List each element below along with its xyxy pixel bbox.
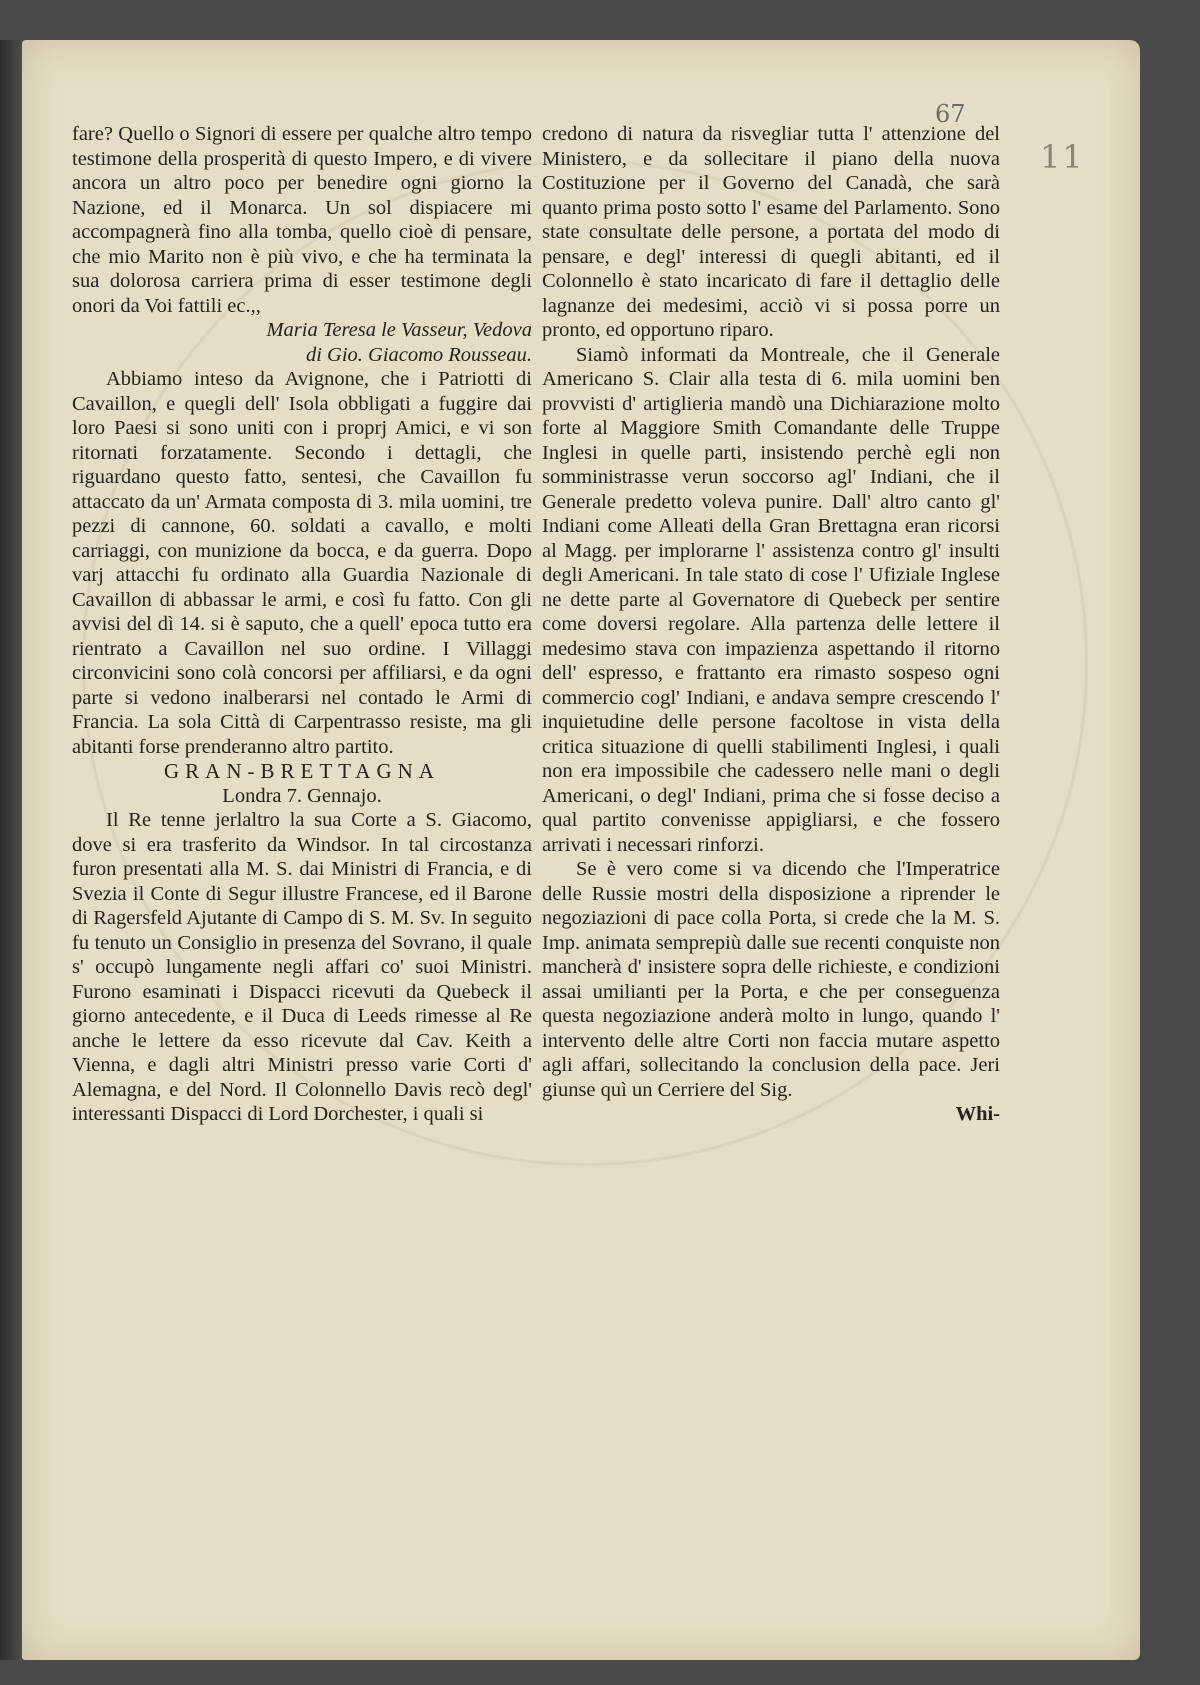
left-paragraph-2: Abbiamo inteso da Avignone, che i Patriotti di Cavaillon, e quegli dell' Isola obbligati a fuggire dai loro Paesi si sono uniti con i proprj Amici, e vi son ritornati forzatamente. Secondo i dettagli, che riguardano questo fatto, sentesi, che Cavaillon fu attaccato da un' Armata composta di 3. mila uomini, tre pezzi di cannone, 60. soldati a cavallo, e molti carriaggi, con munizione da bocca, e da guerra. Dopo varj attacchi fu ordinato alla Guardia Nazionale di Cavaillon di abbassar le armi, e così fu fatto. Con gli avvisi del dì 14. si è saputo, che a quell' epoca tutto era rientrato a Cavaillon nel suo ordine. I Villaggi circonvicini sono colà concorsi per affiliarsi, e da ogni parte si vedono inalberarsi nel contado le Armi di Francia. La sola Città di Carpentrasso resiste, ma gli abitanti forse prenderanno altro partito. bbox=[72, 368, 532, 758]
left-column bbox=[72, 122, 532, 1127]
left-paragraph-1: fare? Quello o Signori di essere per qualche altro tempo testimone della prosperità di questo Impero, e di vivere ancora un altro poco per benedire ogni giorno la Nazione, ed il Monarca. Un sol dispiacere mi accompagnerà fino alla tomba, quello cioè di pensare, che mio Marito non è più vivo, e che ha terminata la sua dolorosa carriera prima di esser testimone degli onori da Voi fattili ec.,, bbox=[72, 123, 532, 317]
left-paragraph-3: Il Re tenne jerlaltro la sua Corte a S. Giacomo, dove si era trasferito da Windsor. In tal circostanza furon presentati alla M. S. dai Ministri di Francia, e di Svezia il Conte di Segur illustre Francese, ed il Barone di Ragersfeld Ajutante di Campo di S. M. Sv. In seguito fu tenuto un Consiglio in presenza del Sovrano, il quale s' occupò lungamente negli affari co' suoi Ministri. Furono esaminati i Dispacci ricevuti da Quebeck il giorno antecedente, e il Duca di Leeds rimesse al Re anche le lettere da esso ricevute dal Cav. Keith a Vienna, e dagli altri Ministri presso varie Corti d' Alemagna, e del Nord. Il Colonnello Davis recò degl' interessanti Dispacci di Lord Dorchester, i quali si bbox=[72, 809, 532, 1125]
catchword: Whi- bbox=[955, 1103, 1000, 1125]
signature-line-2: di Gio. Giacomo Rousseau. bbox=[305, 343, 532, 366]
section-heading: GRAN-BRETTAGNA bbox=[164, 759, 440, 783]
page-number: 67 bbox=[935, 100, 966, 128]
right-column bbox=[542, 122, 1000, 1127]
right-paragraph-3: Se è vero come si va dicendo che l'Imperatrice delle Russie mostri della disposizione a riprender le negoziazioni di pace colla Porta, si crede che la M. S. Imp. animata semprepiù dalle sue recenti conquiste non mancherà d' insistere sopra delle richieste, e condizioni assai umilianti per la Porta, e che per conseguenza questa negoziazione anderà molto in lungo, quando l' intervento delle altre Corti non faccia mutare aspetto agli affari, sollecitando la conclusion della pace. Jeri giunse quì un Cerriere del Sig. bbox=[542, 858, 1000, 1101]
signature-mark: 11 bbox=[1040, 138, 1085, 176]
signature-line-1: Maria Teresa le Vasseur, Vedova bbox=[266, 319, 532, 341]
right-paragraph-2: Siamò informati da Montreale, che il Generale Americano S. Clair alla testa di 6. mila uomini ben provvisti d' artiglieria mandò una Dichiarazione molto forte al Maggiore Smith Comandante delle Truppe Inglesi in quelle parti, insistendo perchè egli non somministrasse verun soccorso agl' Indiani, che il Generale predetto voleva punire. Dall' altro canto gl' Indiani come Alleati della Gran Brettagna eran ricorsi al Magg. per implorarne l' assistenza contro gl' insulti degli Americani. In tale stato di cose l' Ufiziale Inglese ne dette parte al Governatore di Quebeck per sentire come doversi regolare. Alla partenza delle lettere il medesimo stava con impazienza aspettando il ritorno dell' espresso, e frattanto era rimasto sospeso ogni commercio cogl' Indiani, e andava sempre crescendo l' inquietudine delle persone facoltose in vista della critica situazione di quelli stabilimenti Inglesi, i quali non era impossibile che cadessero nelle mani o degli Americani, o degl' Indiani, prima che si fosse deciso a qual partito convenisse appigliarsi, e che fossero arrivati i necessari rinforzi. bbox=[542, 343, 1000, 856]
right-paragraph-1: credono di natura da risvegliar tutta l' attenzione del Ministero, e da sollecitare il piano della nuova Costituzione per il Governo del Canadà, che sarà quanto prima posto sotto l' esame del Parlamento. Sono state consultate delle persone, a portata del modo di pensare, e degl' interessi di quegli abitanti, ed il Colonnello è stato incaricato di fare il dettaglio delle lagnanze dei medesimi, acciò vi si possa porre un pronto, ed opportuno riparo. bbox=[542, 123, 1000, 341]
dateline: Londra 7. Gennajo. bbox=[222, 784, 382, 807]
